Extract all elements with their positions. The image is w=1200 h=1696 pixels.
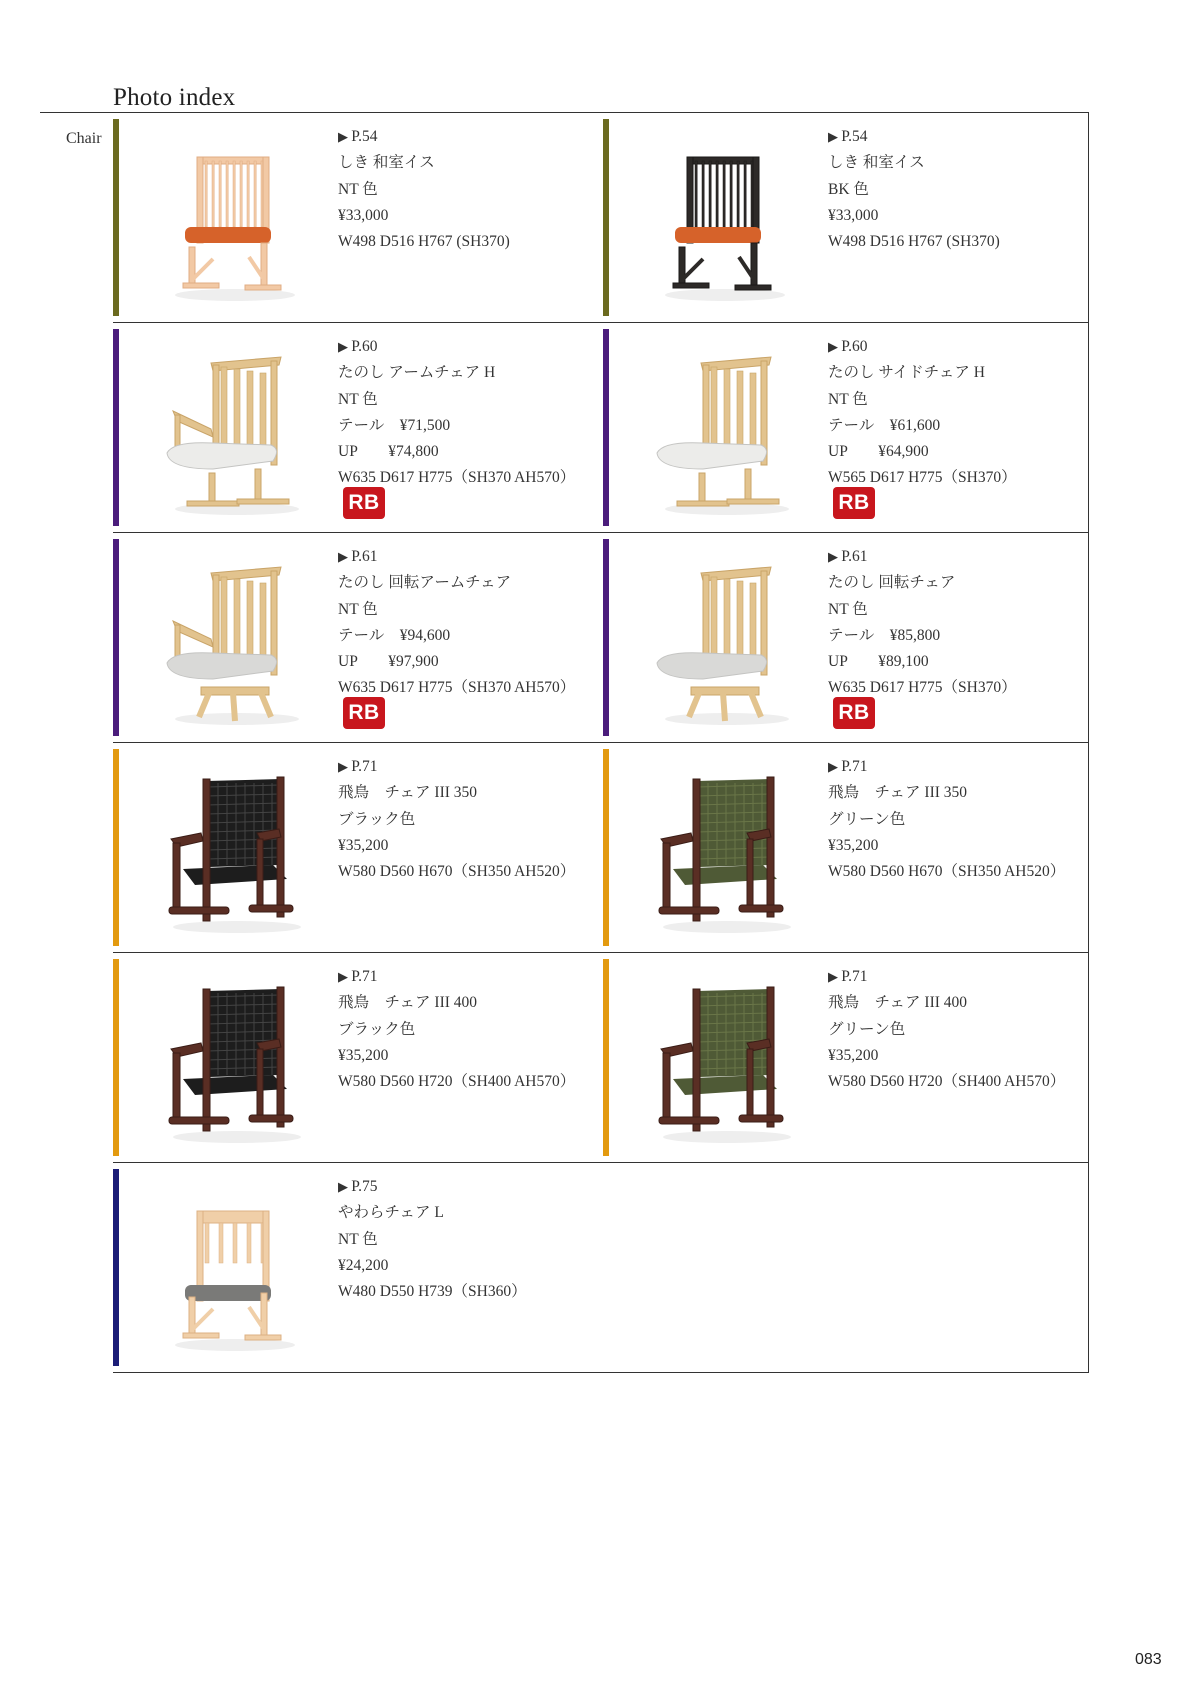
- rb-badge: RB: [343, 487, 385, 519]
- product-detail: ¥24,200: [338, 1256, 389, 1274]
- product-card: [113, 329, 601, 526]
- product-grid: [113, 113, 1089, 1373]
- row-frame: [1088, 1163, 1089, 1372]
- page-reference[interactable]: ▶ P.60: [338, 334, 575, 360]
- product-detail: UP ¥74,800: [338, 443, 439, 461]
- category-color-bar: [603, 749, 609, 946]
- product-info: [828, 544, 1017, 702]
- product-name: しき 和室イス: [828, 154, 925, 172]
- product-info: [828, 964, 1065, 1095]
- product-detail: グリーン色: [828, 1020, 906, 1038]
- product-detail: UP ¥89,100: [828, 653, 929, 671]
- chair-photo: [153, 559, 313, 729]
- product-name: しき 和室イス: [338, 154, 435, 172]
- chair-photo: [643, 139, 803, 309]
- product-detail: ¥35,200: [828, 836, 879, 854]
- product-info: [828, 754, 1065, 885]
- product-detail: W580 D560 H670（SH350 AH520）: [828, 863, 1066, 881]
- page-reference[interactable]: ▶ P.60: [828, 334, 1017, 360]
- product-row: [113, 1163, 1089, 1373]
- product-info: [828, 124, 1000, 255]
- product-name: 飛鳥 チェア III 350: [338, 784, 478, 802]
- product-card: [113, 539, 601, 736]
- chair-photo: [153, 769, 313, 939]
- product-card: [113, 749, 601, 946]
- page-reference[interactable]: ▶ P.61: [828, 544, 1017, 570]
- product-card: [113, 119, 601, 316]
- product-card: [113, 1169, 601, 1366]
- product-detail: ¥33,000: [828, 206, 879, 224]
- product-detail: W635 D617 H775（SH370 AH570）: [338, 469, 576, 487]
- product-card: [113, 959, 601, 1156]
- product-info: [338, 964, 575, 1095]
- product-name: 飛鳥 チェア III 400: [828, 994, 968, 1012]
- category-color-bar: [113, 329, 119, 526]
- section-label: Chair: [66, 130, 102, 147]
- category-color-bar: [603, 959, 609, 1156]
- product-detail: ¥33,000: [338, 206, 389, 224]
- page-reference[interactable]: ▶ P.71: [828, 964, 1065, 990]
- product-detail: UP ¥97,900: [338, 653, 439, 671]
- product-detail: W635 D617 H775（SH370 AH570）: [338, 679, 576, 697]
- product-row: [113, 743, 1089, 953]
- product-detail: NT 色: [338, 1230, 378, 1248]
- product-info: [338, 124, 510, 255]
- category-color-bar: [113, 539, 119, 736]
- product-detail: W480 D550 H739（SH360）: [338, 1283, 527, 1301]
- product-detail: W498 D516 H767 (SH370): [338, 233, 510, 251]
- product-detail: テール ¥71,500: [338, 416, 451, 434]
- product-row: [113, 953, 1089, 1163]
- chair-photo: [643, 769, 803, 939]
- product-info: [338, 334, 575, 492]
- category-color-bar: [113, 119, 119, 316]
- category-color-bar: [113, 959, 119, 1156]
- product-row: [113, 533, 1089, 743]
- product-detail: NT 色: [828, 390, 868, 408]
- product-detail: ¥35,200: [828, 1046, 879, 1064]
- chair-photo: [153, 139, 313, 309]
- page-reference[interactable]: ▶ P.71: [338, 964, 575, 990]
- product-detail: W580 D560 H720（SH400 AH570）: [828, 1073, 1066, 1091]
- chair-photo: [643, 979, 803, 1149]
- chair-photo: [153, 1189, 313, 1359]
- product-detail: テール ¥61,600: [828, 416, 941, 434]
- category-color-bar: [603, 329, 609, 526]
- category-color-bar: [113, 749, 119, 946]
- product-detail: W580 D560 H670（SH350 AH520）: [338, 863, 576, 881]
- product-name: たのし サイドチェア H: [828, 364, 985, 382]
- page-reference[interactable]: ▶ P.54: [828, 124, 1000, 150]
- product-detail: グリーン色: [828, 810, 906, 828]
- chair-photo: [153, 979, 313, 1149]
- product-card: [603, 749, 1091, 946]
- product-detail: NT 色: [828, 600, 868, 618]
- page-title: Photo index: [113, 84, 236, 111]
- category-color-bar: [113, 1169, 119, 1366]
- product-detail: ¥35,200: [338, 1046, 389, 1064]
- product-row: [113, 323, 1089, 533]
- product-name: たのし 回転チェア: [828, 574, 956, 592]
- product-name: 飛鳥 チェア III 400: [338, 994, 478, 1012]
- product-detail: テール ¥94,600: [338, 626, 451, 644]
- product-info: [338, 754, 575, 885]
- product-detail: NT 色: [338, 600, 378, 618]
- product-detail: テール ¥85,800: [828, 626, 941, 644]
- product-detail: ¥35,200: [338, 836, 389, 854]
- page-reference[interactable]: ▶ P.75: [338, 1174, 527, 1200]
- chair-photo: [643, 349, 803, 519]
- product-name: やわらチェア L: [338, 1204, 444, 1222]
- page-reference[interactable]: ▶ P.54: [338, 124, 510, 150]
- page-reference[interactable]: ▶ P.71: [338, 754, 575, 780]
- product-card: [603, 959, 1091, 1156]
- product-detail: ブラック色: [338, 810, 416, 828]
- rb-badge: RB: [833, 487, 875, 519]
- page-reference[interactable]: ▶ P.61: [338, 544, 575, 570]
- product-detail: ブラック色: [338, 1020, 416, 1038]
- product-row: [113, 113, 1089, 323]
- product-detail: W565 D617 H775（SH370）: [828, 469, 1017, 487]
- page-reference[interactable]: ▶ P.71: [828, 754, 1065, 780]
- product-name: 飛鳥 チェア III 350: [828, 784, 968, 802]
- product-detail: NT 色: [338, 390, 378, 408]
- product-card: [603, 539, 1091, 736]
- product-info: [828, 334, 1017, 492]
- product-info: [338, 1174, 527, 1305]
- rb-badge: RB: [833, 697, 875, 729]
- chair-photo: [153, 349, 313, 519]
- category-color-bar: [603, 539, 609, 736]
- product-detail: W498 D516 H767 (SH370): [828, 233, 1000, 251]
- product-name: たのし 回転アームチェア: [338, 574, 512, 592]
- rb-badge: RB: [343, 697, 385, 729]
- product-detail: W580 D560 H720（SH400 AH570）: [338, 1073, 576, 1091]
- product-info: [338, 544, 575, 702]
- product-card: [603, 329, 1091, 526]
- product-detail: W635 D617 H775（SH370）: [828, 679, 1017, 697]
- product-name: たのし アームチェア H: [338, 364, 496, 382]
- product-detail: BK 色: [828, 180, 869, 198]
- product-card: [603, 119, 1091, 316]
- product-detail: NT 色: [338, 180, 378, 198]
- product-detail: UP ¥64,900: [828, 443, 929, 461]
- chair-photo: [643, 559, 803, 729]
- category-color-bar: [603, 119, 609, 316]
- page-number: 083: [1135, 1651, 1162, 1668]
